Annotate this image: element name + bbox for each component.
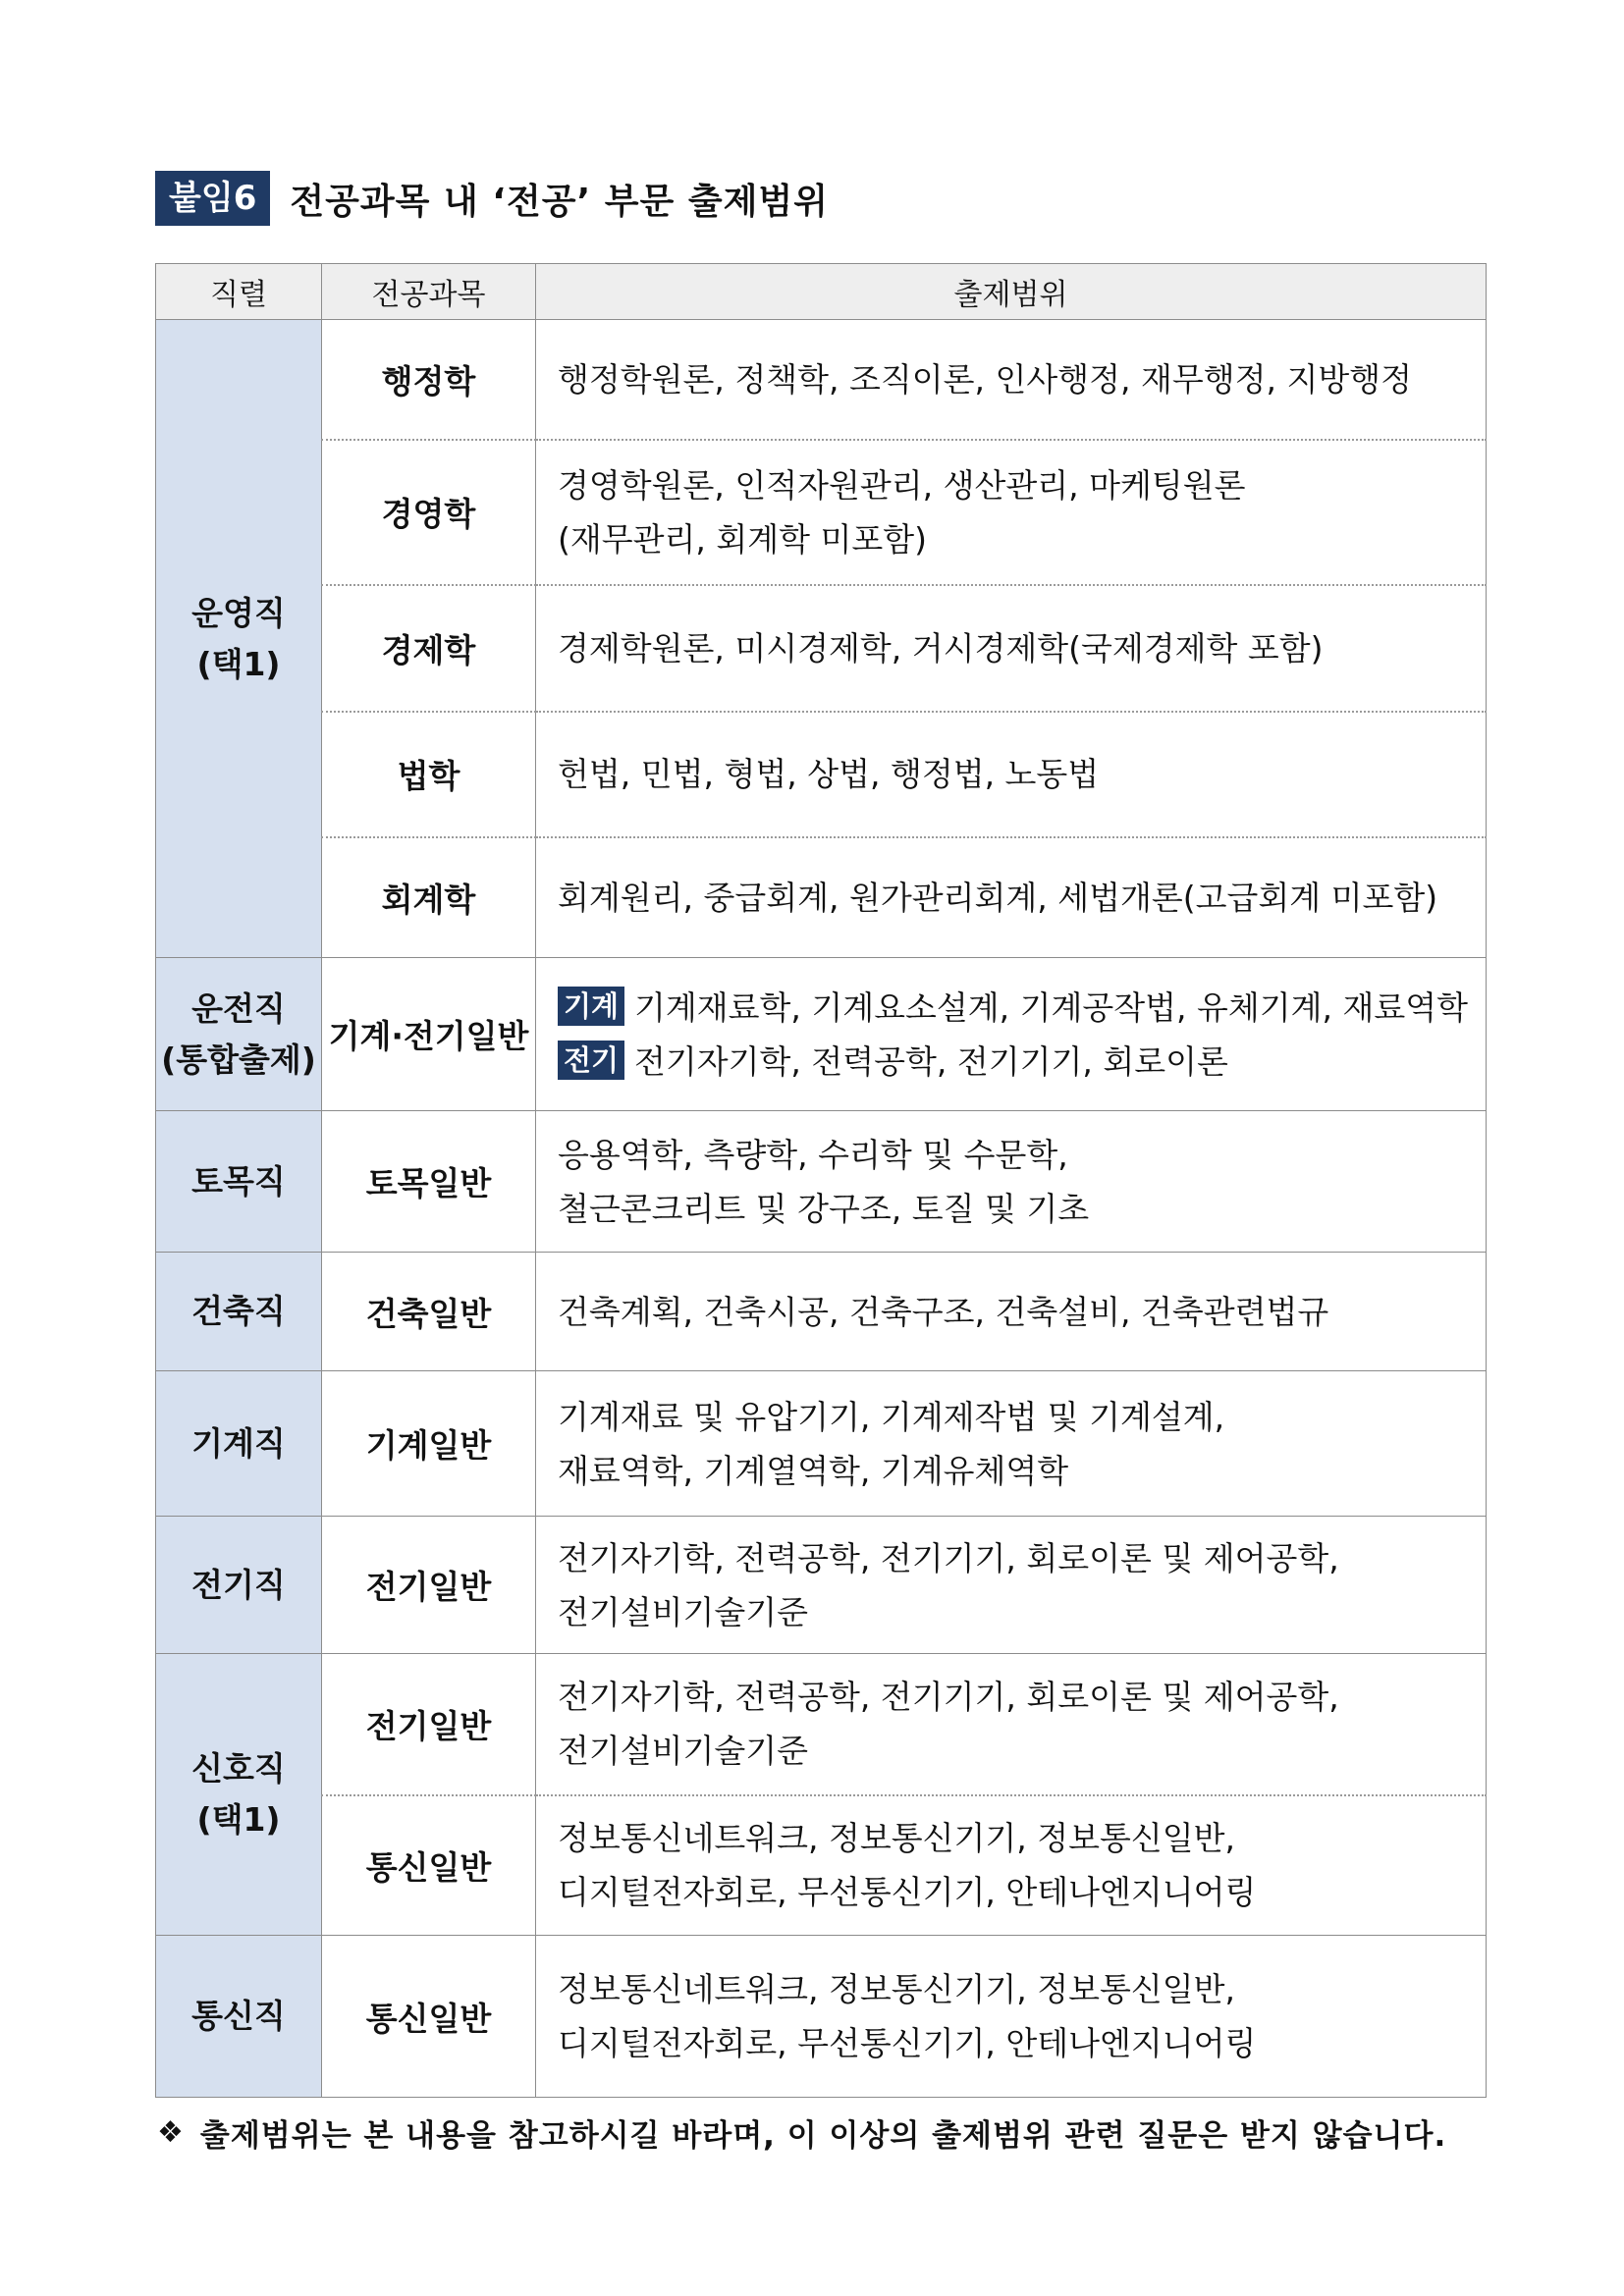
scope-line: 전기자기학, 전력공학, 전기기기, 회로이론 및 제어공학, [558, 1538, 1339, 1577]
diamond-bullet-icon: ❖ [157, 2115, 185, 2150]
category-cell-operations [156, 320, 322, 958]
table-row [156, 1795, 1487, 1936]
scope-cell [536, 1253, 1487, 1371]
scope-line: 전기설비기술기준 [558, 1592, 809, 1631]
category-label: 운영직 [191, 593, 286, 632]
subject-cell: 전기일반 [322, 1517, 536, 1654]
section-heading [155, 171, 829, 226]
subject-cell: 행정학 [322, 320, 536, 440]
scope-cell [536, 1795, 1487, 1936]
table-header-row [156, 264, 1487, 320]
category-cell-mechanical [156, 1371, 322, 1517]
scope-line: 재료역학, 기계열역학, 기계유체역학 [558, 1451, 1069, 1490]
subject-cell: 경제학 [322, 585, 536, 712]
scope-cell [536, 837, 1487, 958]
category-note: (택1) [196, 1800, 281, 1839]
category-label: 전기직 [191, 1565, 286, 1604]
category-note: (통합출제) [161, 1040, 316, 1079]
scope-cell [536, 1111, 1487, 1253]
scope-line-electric [558, 1035, 1476, 1089]
scope-line: 기계재료 및 유압기기, 기계제작법 및 기계설계, [558, 1397, 1225, 1436]
category-label: 기계직 [191, 1423, 286, 1463]
subject-cell: 기계일반 [322, 1371, 536, 1517]
subject-cell: 통신일반 [322, 1936, 536, 2098]
table-row [156, 1371, 1487, 1517]
machine-tag: 기계 [558, 987, 624, 1026]
scope-cell [536, 585, 1487, 712]
subject-cell: 전기일반 [322, 1654, 536, 1795]
scope-line: 경영학원론, 인적자원관리, 생산관리, 마케팅원론 [558, 465, 1246, 505]
category-label: 운전직 [191, 988, 286, 1028]
scope-text: 기계재료학, 기계요소설계, 기계공작법, 유체기계, 재료역학 [634, 988, 1469, 1027]
column-header-exam-scope: 출제범위 [536, 264, 1487, 320]
table-row [156, 1253, 1487, 1371]
scope-line: 디지털전자회로, 무선통신기기, 안테나엔지니어링 [558, 2024, 1257, 2062]
exam-scope-table [155, 263, 1487, 2098]
scope-line: 헌법, 민법, 형법, 상법, 행정법, 노동법 [558, 755, 1100, 793]
scope-cell [536, 1371, 1487, 1517]
scope-line: 행정학원론, 정책학, 조직이론, 인사행정, 재무행정, 지방행정 [558, 359, 1412, 399]
scope-line: 철근콘크리트 및 강구조, 토질 및 기초 [558, 1189, 1090, 1228]
scope-cell [536, 320, 1487, 440]
scope-line: 경제학원론, 미시경제학, 거시경제학(국제경제학 포함) [558, 628, 1324, 667]
category-cell-signal [156, 1654, 322, 1936]
table-row [156, 440, 1487, 585]
category-label: 신호직 [191, 1749, 286, 1788]
category-cell-driving [156, 958, 322, 1111]
subject-cell: 토목일반 [322, 1111, 536, 1253]
subject-cell: 법학 [322, 712, 536, 837]
scope-line: (재무관리, 회계학 미포함) [558, 519, 927, 559]
scope-cell [536, 1936, 1487, 2098]
scope-line-machine [558, 981, 1476, 1035]
table-row [156, 585, 1487, 712]
category-label: 통신직 [191, 1997, 286, 2035]
category-label: 토목직 [191, 1161, 286, 1201]
subject-cell: 통신일반 [322, 1795, 536, 1936]
table-row [156, 712, 1487, 837]
page-title: 전공과목 내 ‘전공’ 부문 출제범위 [290, 181, 829, 222]
category-cell-civil [156, 1111, 322, 1253]
category-note: (택1) [196, 644, 281, 683]
scope-line: 전기설비기술기준 [558, 1732, 809, 1771]
scope-cell [536, 712, 1487, 837]
subject-cell: 회계학 [322, 837, 536, 958]
scope-text: 전기자기학, 전력공학, 전기기기, 회로이론 [634, 1041, 1228, 1081]
table-row [156, 837, 1487, 958]
subject-cell: 경영학 [322, 440, 536, 585]
table-row [156, 1111, 1487, 1253]
subject-cell: 건축일반 [322, 1253, 536, 1371]
table-row [156, 1654, 1487, 1795]
category-cell-architecture [156, 1253, 322, 1371]
category-cell-telecom [156, 1936, 322, 2098]
scope-cell [536, 1654, 1487, 1795]
scope-line: 응용역학, 측량학, 수리학 및 수문학, [558, 1135, 1068, 1174]
scope-line: 건축계획, 건축시공, 건축구조, 건축설비, 건축관련법규 [558, 1292, 1329, 1331]
scope-line: 정보통신네트워크, 정보통신기기, 정보통신일반, [558, 1819, 1236, 1858]
electric-tag: 전기 [558, 1041, 624, 1080]
footnote-text: 출제범위는 본 내용을 참고하시길 바라며, 이 이상의 출제범위 관련 질문은 받지 않습니다. [199, 2118, 1447, 2154]
table-row [156, 1517, 1487, 1654]
table-row [156, 320, 1487, 440]
category-label: 건축직 [191, 1292, 286, 1330]
table-row [156, 958, 1487, 1111]
subject-cell: 기계·전기일반 [322, 958, 536, 1111]
scope-cell [536, 958, 1487, 1111]
scope-cell [536, 440, 1487, 585]
attachment-badge: 붙임6 [155, 171, 270, 226]
scope-cell [536, 1517, 1487, 1654]
category-cell-electrical [156, 1517, 322, 1654]
scope-line: 정보통신네트워크, 정보통신기기, 정보통신일반, [558, 1970, 1236, 2008]
scope-line: 디지털전자회로, 무선통신기기, 안테나엔지니어링 [558, 1873, 1257, 1912]
scope-line: 전기자기학, 전력공학, 전기기기, 회로이론 및 제어공학, [558, 1678, 1339, 1717]
table-row [156, 1936, 1487, 2098]
column-header-subject: 전공과목 [322, 264, 536, 320]
column-header-job-series: 직렬 [156, 264, 322, 320]
footnote [157, 2110, 1446, 2155]
scope-line: 회계원리, 중급회계, 원가관리회계, 세법개론(고급회계 미포함) [558, 878, 1438, 917]
